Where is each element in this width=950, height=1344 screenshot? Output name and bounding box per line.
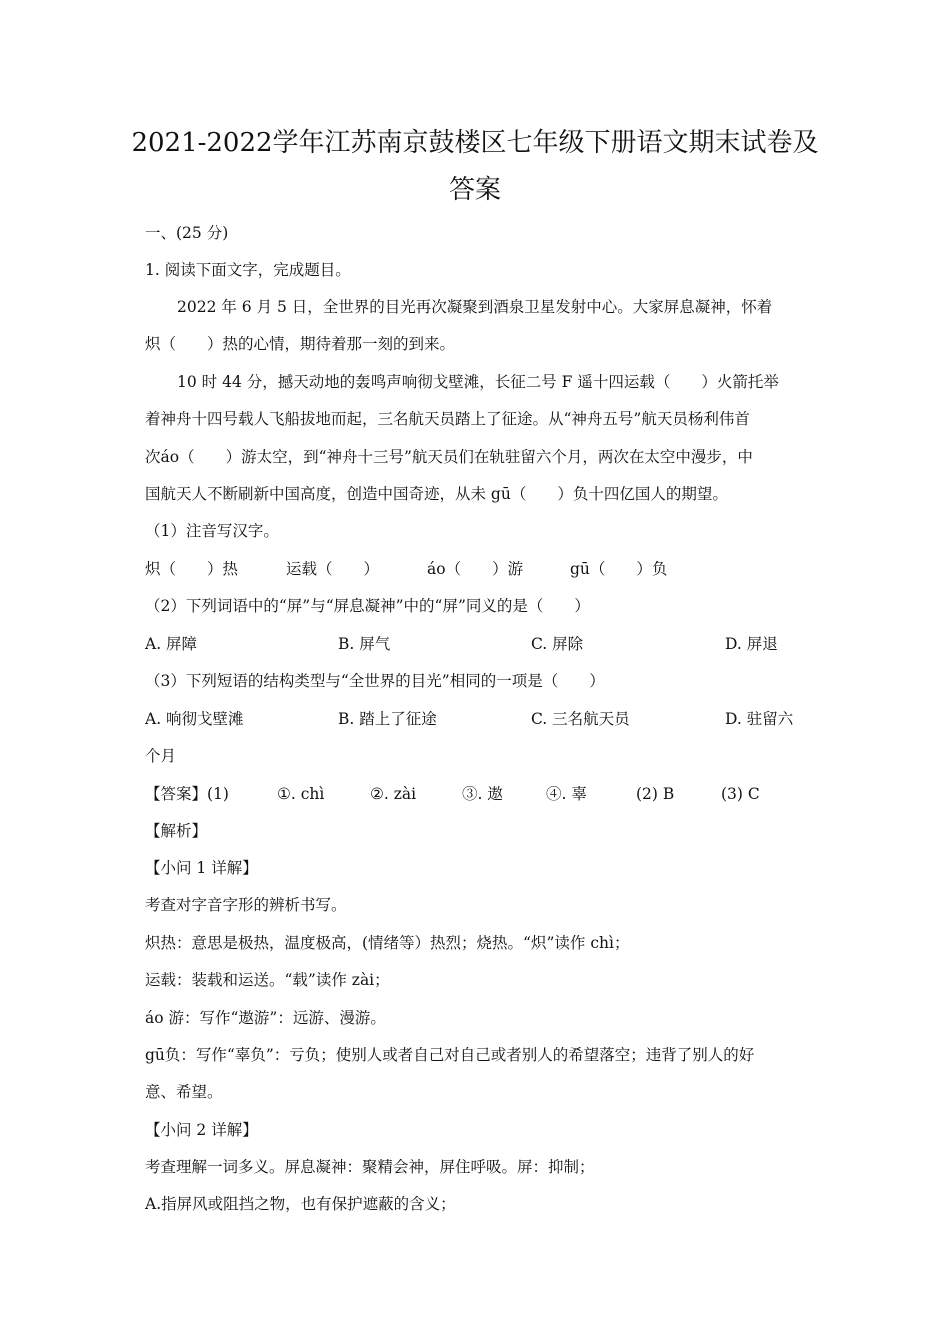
analysis-line: gū负：写作“辜负”：亏负；使别人或者自己对自己或者别人的希望落空；违背了别人的好 (145, 1046, 755, 1064)
section-heading: 一、(25 分) (145, 224, 229, 242)
option-c: C. 三名航天员 (531, 710, 630, 728)
analysis-line: A.指屏风或阻挡之物，也有保护遮蔽的含义； (145, 1195, 456, 1213)
answer-part: ④. 辜 (546, 785, 587, 803)
fill-item: 运载（ ） (286, 560, 380, 578)
question-prompt: 1. 阅读下面文字，完成题目。 (145, 261, 351, 279)
document-title-line-1: 2021-2022学年江苏南京鼓楼区七年级下册语文期末试卷及 (131, 128, 819, 158)
answer-part: ①. chì (277, 785, 325, 803)
answer-part: (2) B (636, 785, 675, 803)
sub-question-1-label: （1）注音写汉字。 (145, 522, 279, 540)
fill-item: áo（ ）游 (427, 560, 524, 578)
answer-part: (3) C (721, 785, 760, 803)
answer-part: ②. zài (370, 785, 417, 803)
answer-part: ③. 遨 (462, 785, 503, 803)
analysis-line: 考查对字音字形的辨析书写。 (145, 896, 347, 914)
option-c: C. 屏除 (531, 635, 584, 653)
answer-label: 【答案】(1) (145, 785, 229, 803)
option-b: B. 屏气 (338, 635, 391, 653)
passage-line: 2022 年 6 月 5 日，全世界的目光再次凝聚到酒泉卫星发射中心。大家屏息凝神，怀着 (177, 298, 773, 316)
sub-question-3-label: （3）下列短语的结构类型与“全世界的目光”相同的一项是（ ） (145, 672, 605, 690)
passage-line: 着神舟十四号载人飞船拔地而起，三名航天员踏上了征途。从“神舟五号”航天员杨利伟首 (145, 410, 750, 428)
analysis-line: 运载：装载和运送。“载”读作 zài； (145, 971, 390, 989)
option-d: D. 驻留六 (725, 710, 794, 728)
fill-item: gū（ ）负 (570, 560, 668, 578)
fill-item: 炽（ ）热 (145, 560, 239, 578)
document-title-line-2: 答案 (448, 175, 501, 205)
analysis-line: áo 游：写作“遨游”：远游、漫游。 (145, 1009, 386, 1027)
analysis-label: 【解析】 (145, 822, 208, 840)
analysis-line: 意、希望。 (145, 1083, 223, 1101)
passage-line: 炽（ ）热的心情，期待着那一刻的到来。 (145, 335, 456, 353)
option-d: D. 屏退 (725, 635, 778, 653)
sub-question-2-label: （2）下列词语中的“屏”与“屏息凝神”中的“屏”同义的是（ ） (145, 597, 590, 615)
analysis-line: 炽热：意思是极热，温度极高，(情绪等）热烈；烧热。“炽”读作 chì； (145, 934, 630, 952)
analysis-line: 考查理解一词多义。屏息凝神：聚精会神，屏住呼吸。屏：抑制； (145, 1158, 595, 1176)
sub-question-2-detail-header: 【小问 2 详解】 (145, 1121, 258, 1139)
option-a: A. 响彻戈壁滩 (145, 710, 244, 728)
passage-line: 国航天人不断刷新中国高度，创造中国奇迹，从未 gū（ ）负十四亿国人的期望。 (145, 485, 728, 503)
option-a: A. 屏障 (145, 635, 198, 653)
passage-line: 10 时 44 分，撼天动地的轰鸣声响彻戈壁滩，长征二号 F 遥十四运载（ ）火箭托举 (177, 373, 779, 391)
option-b: B. 踏上了征途 (338, 710, 437, 728)
passage-line: 次áo（ ）游太空，到“神舟十三号”航天员们在轨驻留六个月，两次在太空中漫步，中 (145, 448, 753, 466)
sub-question-1-detail-header: 【小问 1 详解】 (145, 859, 258, 877)
option-d-continuation: 个月 (145, 747, 177, 765)
